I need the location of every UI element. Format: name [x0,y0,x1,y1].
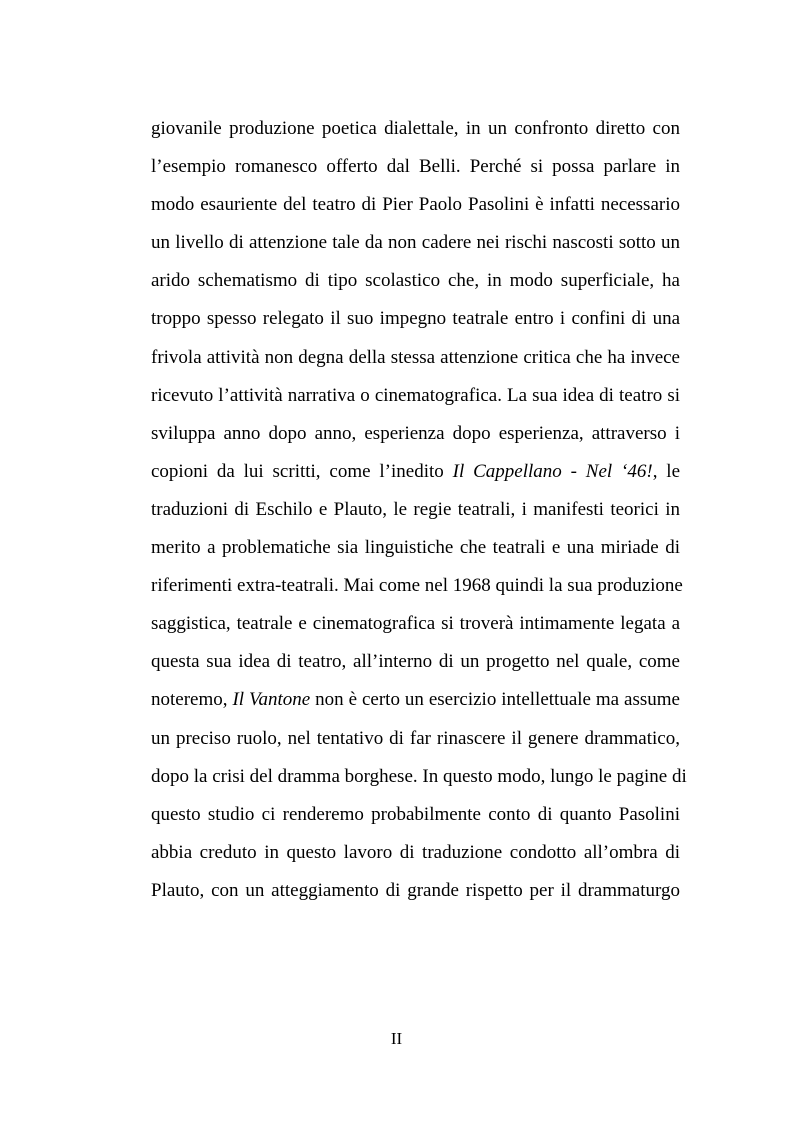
page-number: II [390,1029,403,1048]
text-segment: troppo spesso relegato il suo impegno teatrale entro i confini di una [151,308,680,330]
text-line [151,110,680,148]
text-line [151,529,680,567]
text-line [151,148,680,186]
text-line [151,643,680,681]
text-line [151,605,680,643]
text-segment: questo studio ci renderemo probabilmente conto di quanto Pasolini [151,803,680,825]
text-segment: riferimenti extra-teatrali. Mai come nel 1968 quindi la sua produzione [151,575,683,597]
text-line [151,681,680,719]
text-line [151,262,680,300]
text-line [151,186,680,224]
text-segment: frivola attività non degna della stessa attenzione critica che ha invece [151,346,680,368]
text-line [151,415,680,453]
text-segment: saggistica, teatrale e cinematografica si troverà intimamente legata a [151,613,680,635]
text-segment: , le [652,460,681,482]
text-segment: arido schematismo di tipo scolastico che, in modo superficiale, ha [151,270,680,292]
body-paragraph [151,110,687,910]
text-segment: Plauto, con un atteggiamento di grande rispetto per il drammaturgo [151,879,680,901]
text-line [151,872,680,910]
text-line [151,453,680,491]
text-segment: traduzioni di Eschilo e Plauto, le regie teatrali, i manifesti teorici in [151,498,680,520]
text-line [151,300,680,338]
text-line [151,834,680,872]
text-line [151,491,680,529]
text-line [151,758,687,796]
text-segment: un livello di attenzione tale da non cadere nei rischi nascosti sotto un [151,232,680,254]
text-segment: ricevuto l’attività narrativa o cinematografica. La sua idea di teatro si [151,384,680,406]
text-line [151,567,683,605]
text-line [151,796,680,834]
text-segment: modo esauriente del teatro di Pier Paolo Pasolini è infatti necessario [151,194,680,216]
text-line [151,377,680,415]
text-line [151,224,680,262]
text-segment: non è certo un esercizio intellettuale ma assume [310,689,680,711]
italic-title: Il Vantone [232,689,311,711]
text-segment: l’esempio romanesco offerto dal Belli. Perché si possa parlare in [151,156,680,178]
text-segment: abbia creduto in questo lavoro di traduzione condotto all’ombra di [151,841,680,863]
text-line [151,720,680,758]
text-segment: noteremo, [151,689,233,711]
italic-title: Il Cappellano - Nel ‘46! [452,460,653,482]
text-segment: questa sua idea di teatro, all’interno di un progetto nel quale, come [151,651,680,673]
text-segment: giovanile produzione poetica dialettale, in un confronto diretto con [151,118,680,139]
text-line [151,339,680,377]
text-segment: un preciso ruolo, nel tentativo di far rinascere il genere drammatico, [151,727,680,749]
text-segment: copioni da lui scritti, come l’inedito [151,460,453,482]
text-segment: merito a problematiche sia linguistiche che teatrali e una miriade di [151,537,680,559]
text-segment: sviluppa anno dopo anno, esperienza dopo esperienza, attraverso i [151,422,680,444]
text-segment: dopo la crisi del dramma borghese. In questo modo, lungo le pagine di [151,765,687,787]
